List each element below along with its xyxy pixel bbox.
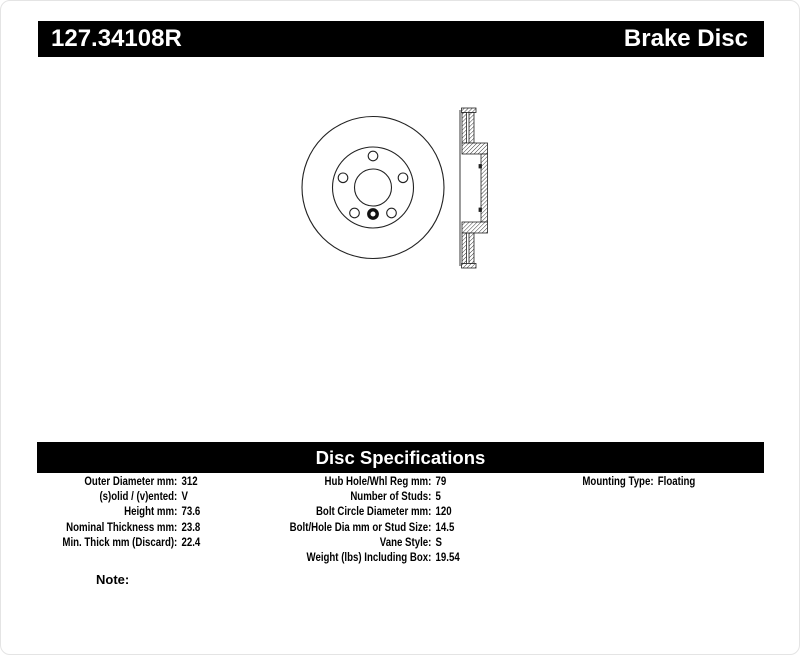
spec-value: S [435, 536, 443, 549]
hat-step-top [462, 143, 488, 154]
spec-row [281, 475, 460, 490]
note-label: Note: [96, 572, 130, 587]
spec-label: Number of Studs: [350, 491, 432, 504]
spec-row [281, 490, 460, 505]
disc-outer-edge [302, 117, 444, 259]
spec-value: Floating [657, 476, 696, 488]
hat-face-mark [479, 165, 482, 169]
spec-row [281, 505, 460, 520]
spec-label: Bolt Circle Diameter mm: [315, 506, 432, 519]
product-name: Brake Disc [623, 25, 748, 52]
stud-hole [338, 173, 348, 183]
spec-label: Hub Hole/Whl Reg mm: [324, 476, 432, 488]
spec-label: Mounting Type: [582, 476, 654, 488]
spec-value: 73.6 [181, 506, 201, 519]
spec-label: (s)olid / (v)ented: [99, 491, 178, 504]
spec-row [281, 551, 460, 566]
spec-label: Nominal Thickness mm: [66, 521, 178, 534]
spec-label: Bolt/Hole Dia mm or Stud Size: [289, 521, 432, 534]
brake-disc-cross-section-view [460, 108, 488, 268]
stud-hole [350, 208, 360, 218]
part-number: 127.34108R [51, 25, 182, 52]
rotor-od-cap-bottom [462, 264, 477, 269]
rotor-plate [469, 113, 474, 144]
spec-label: Min. Thick mm (Discard): [62, 536, 178, 549]
brake-disc-front-view [302, 117, 444, 259]
spec-row [37, 475, 200, 490]
spec-label: Height mm: [124, 506, 178, 519]
spec-value: 312 [181, 476, 198, 488]
spec-value: V [181, 491, 188, 504]
spec-column-middle [281, 475, 460, 566]
spec-row [281, 521, 460, 536]
brake-disc-technical-drawing [289, 101, 521, 276]
spec-column-right [541, 475, 695, 490]
spec-value: 22.4 [181, 536, 201, 549]
rotor-plate [462, 113, 467, 144]
spec-column-left [37, 475, 200, 551]
spec-value: 79 [435, 476, 447, 488]
spec-label: Weight (lbs) Including Box: [306, 551, 432, 564]
spec-value: 5 [435, 491, 441, 504]
hat-step-bottom [462, 222, 488, 233]
stud-hole [368, 151, 378, 161]
spec-row [37, 521, 200, 536]
locating-hole [369, 210, 377, 218]
hat-wall [481, 154, 488, 222]
rotor-plate [469, 233, 474, 264]
rotor-plate [462, 233, 467, 264]
stud-hole [387, 208, 397, 218]
spec-row [37, 536, 200, 551]
rotor-od-cap-top [462, 108, 477, 113]
spec-section-title: Disc Specifications [315, 446, 486, 468]
spec-label: Vane Style: [379, 536, 432, 549]
spec-label: Outer Diameter mm: [84, 476, 178, 488]
header-bar [38, 21, 764, 57]
center-bore [355, 169, 392, 206]
spec-row [37, 490, 200, 505]
spec-value: 23.8 [181, 521, 201, 534]
spec-value: 19.54 [435, 551, 460, 564]
spec-section-header [37, 442, 764, 473]
spec-row [541, 475, 695, 490]
spec-value: 120 [435, 506, 452, 519]
spec-value: 14.5 [435, 521, 455, 534]
spec-row [37, 505, 200, 520]
hat-face-mark [479, 208, 482, 212]
stud-hole [398, 173, 408, 183]
spec-row [281, 536, 460, 551]
